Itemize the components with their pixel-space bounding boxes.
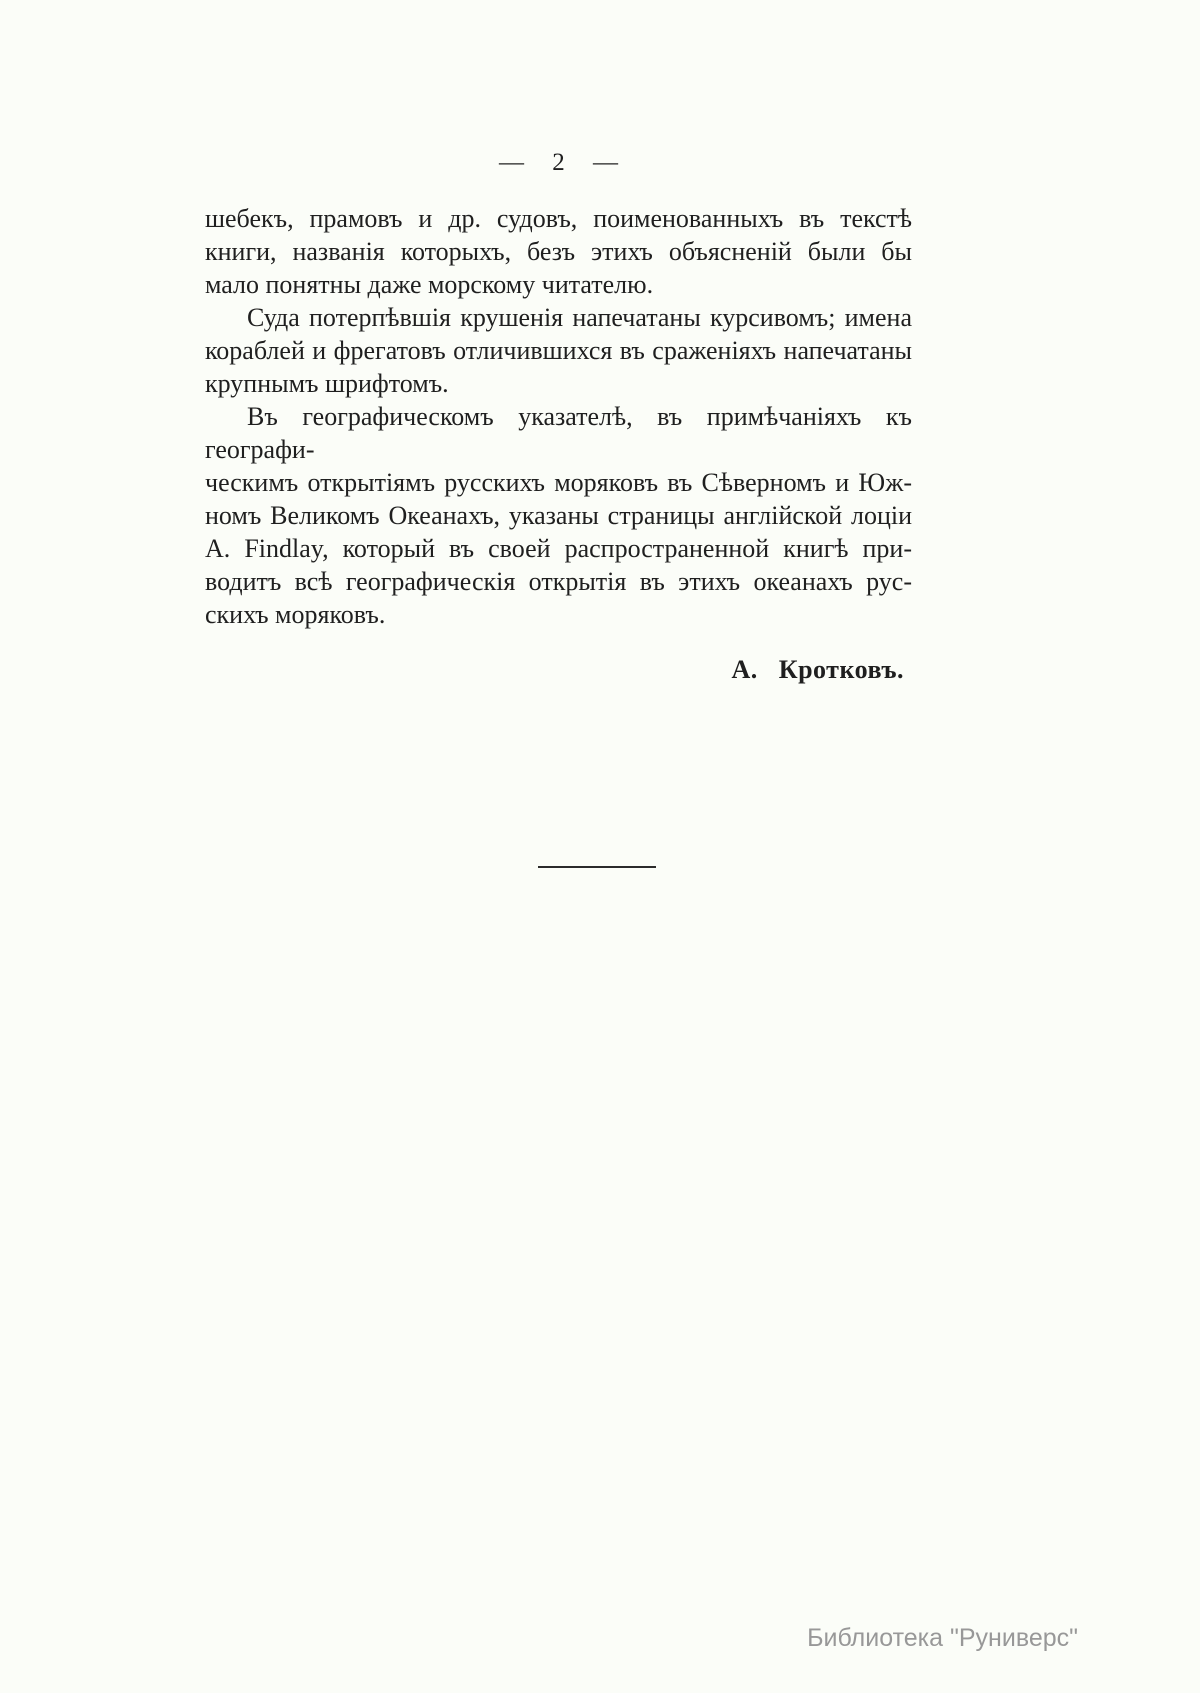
text-line: ческимъ открытіямъ русскихъ моряковъ въ Сѣверномъ и Юж- xyxy=(205,468,912,497)
text-line: кораблей и фрегатовъ отличившихся въ сраженіяхъ напечатаны xyxy=(205,336,912,365)
text-block xyxy=(205,202,912,686)
author-signature: А. Кротковъ. xyxy=(731,655,904,684)
text-line: скихъ моряковъ. xyxy=(205,600,386,629)
text-line: номъ Великомъ Океанахъ, указаны страницы англійской лоціи xyxy=(205,501,912,530)
section-divider xyxy=(538,866,656,868)
paragraph xyxy=(205,400,912,631)
text-line: крупнымъ шрифтомъ. xyxy=(205,369,449,398)
text-line: Въ географическомъ указателѣ, въ примѣчаніяхъ къ географи- xyxy=(205,402,912,464)
text-line: водитъ всѣ географическія открытія въ этихъ океанахъ рус- xyxy=(205,567,912,596)
paragraph xyxy=(205,301,912,400)
runivers-watermark: Библиотека "Руниверс" xyxy=(807,1624,1078,1652)
text-line: Суда потерпѣвшія крушенія напечатаны курсивомъ; имена xyxy=(247,303,912,332)
text-line: А. Findlay, который въ своей распространенной книгѣ при- xyxy=(205,534,912,563)
text-line: книги, названія которыхъ, безъ этихъ объясненій были бы xyxy=(205,237,912,266)
page-number: — 2 — xyxy=(499,149,618,176)
text-line: мало понятны даже морскому читателю. xyxy=(205,270,654,299)
text-line: шебекъ, прамовъ и др. судовъ, поименованныхъ въ текстѣ xyxy=(205,204,912,233)
paragraph xyxy=(205,202,912,301)
